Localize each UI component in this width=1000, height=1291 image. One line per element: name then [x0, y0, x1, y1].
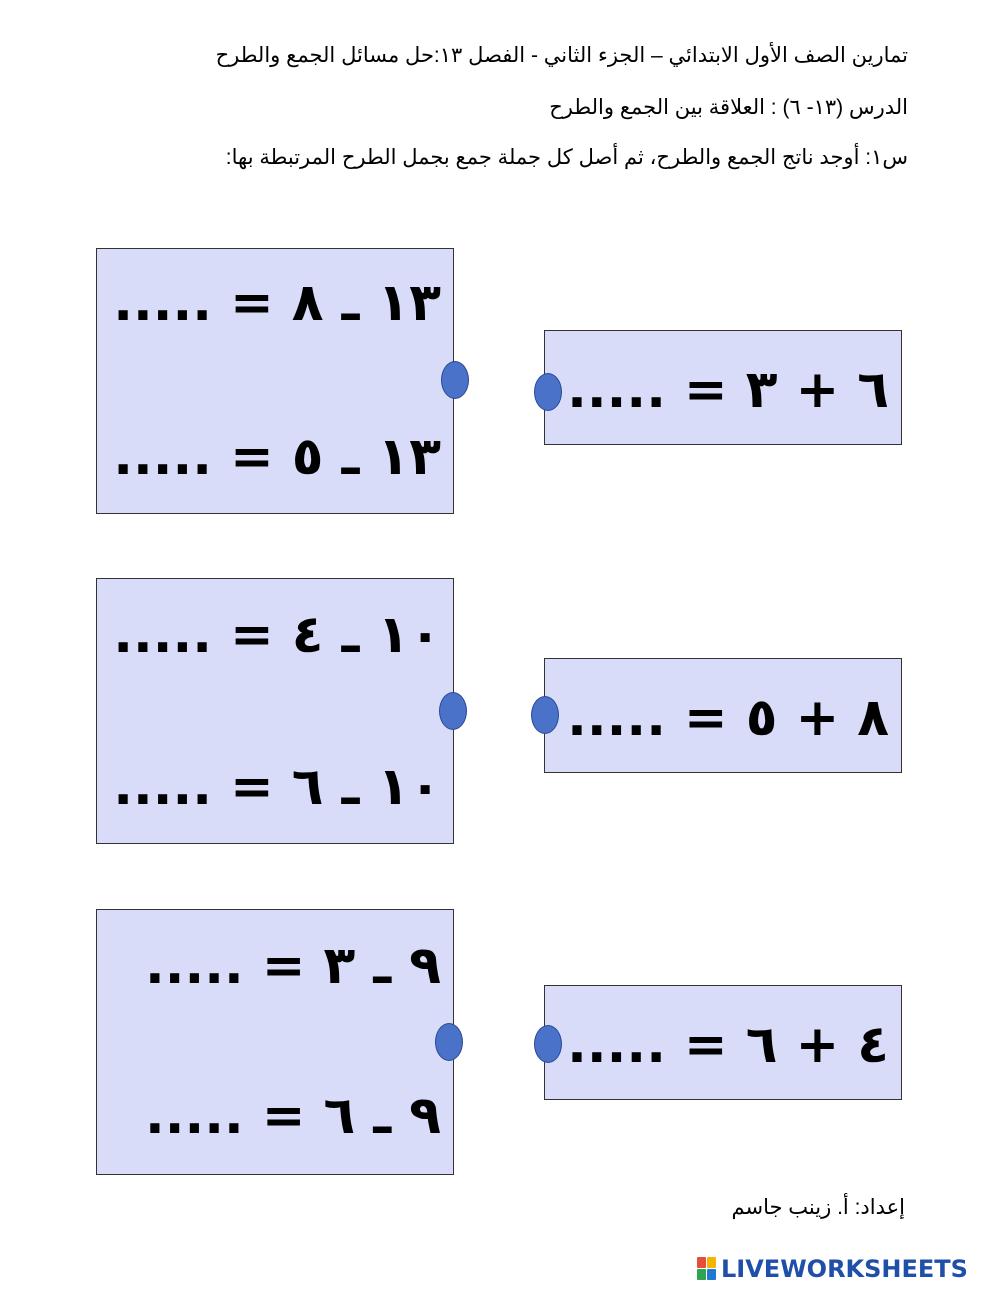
- connector-dot-subtraction-1[interactable]: [441, 361, 469, 399]
- subtraction-equation: ٩ ـ ٦ = .....: [144, 1086, 441, 1146]
- addition-equation: ٤ + ٦ = .....: [567, 1015, 889, 1075]
- subtraction-equation: ١٣ ـ ٥ = .....: [113, 427, 441, 487]
- addition-box-3: [544, 985, 902, 1100]
- subtraction-box-3: [96, 909, 454, 1175]
- subtraction-equation: ١٣ ـ ٨ = .....: [113, 273, 441, 333]
- question-instruction: س١: أوجد ناتج الجمع والطرح، ثم أصل كل جملة جمع بجمل الطرح المرتبطة بها:: [225, 146, 908, 169]
- addition-equation: ٦ + ٣ = .....: [567, 360, 889, 420]
- brand-name: LIVEWORKSHEETS: [721, 1255, 968, 1283]
- addition-box-1: [544, 330, 902, 445]
- connector-dot-addition-3[interactable]: [534, 1025, 562, 1063]
- connector-dot-subtraction-2[interactable]: [439, 692, 467, 730]
- subtraction-equation: ١٠ ـ ٤ = .....: [113, 605, 441, 665]
- addition-box-2: [544, 658, 902, 773]
- subtraction-box-1: [96, 248, 454, 514]
- connector-dot-addition-1[interactable]: [534, 373, 562, 411]
- connector-dot-subtraction-3[interactable]: [435, 1023, 463, 1061]
- worksheet-title: تمارين الصف الأول الابتدائي – الجزء الثاني - الفصل ١٣:حل مسائل الجمع والطرح: [215, 44, 908, 67]
- liveworksheets-brand[interactable]: [697, 1254, 968, 1284]
- addition-equation: ٨ + ٥ = .....: [567, 688, 889, 748]
- subtraction-box-2: [96, 578, 454, 844]
- lesson-title: الدرس (١٣- ٦) : العلاقة بين الجمع والطرح: [549, 96, 908, 119]
- subtraction-equation: ١٠ ـ ٦ = .....: [113, 757, 441, 817]
- subtraction-equation: ٩ ـ ٣ = .....: [144, 936, 441, 996]
- connector-dot-addition-2[interactable]: [531, 696, 559, 734]
- liveworksheets-logo-icon: [697, 1257, 717, 1281]
- author-credit: إعداد: أ. زينب جاسم: [731, 1196, 905, 1219]
